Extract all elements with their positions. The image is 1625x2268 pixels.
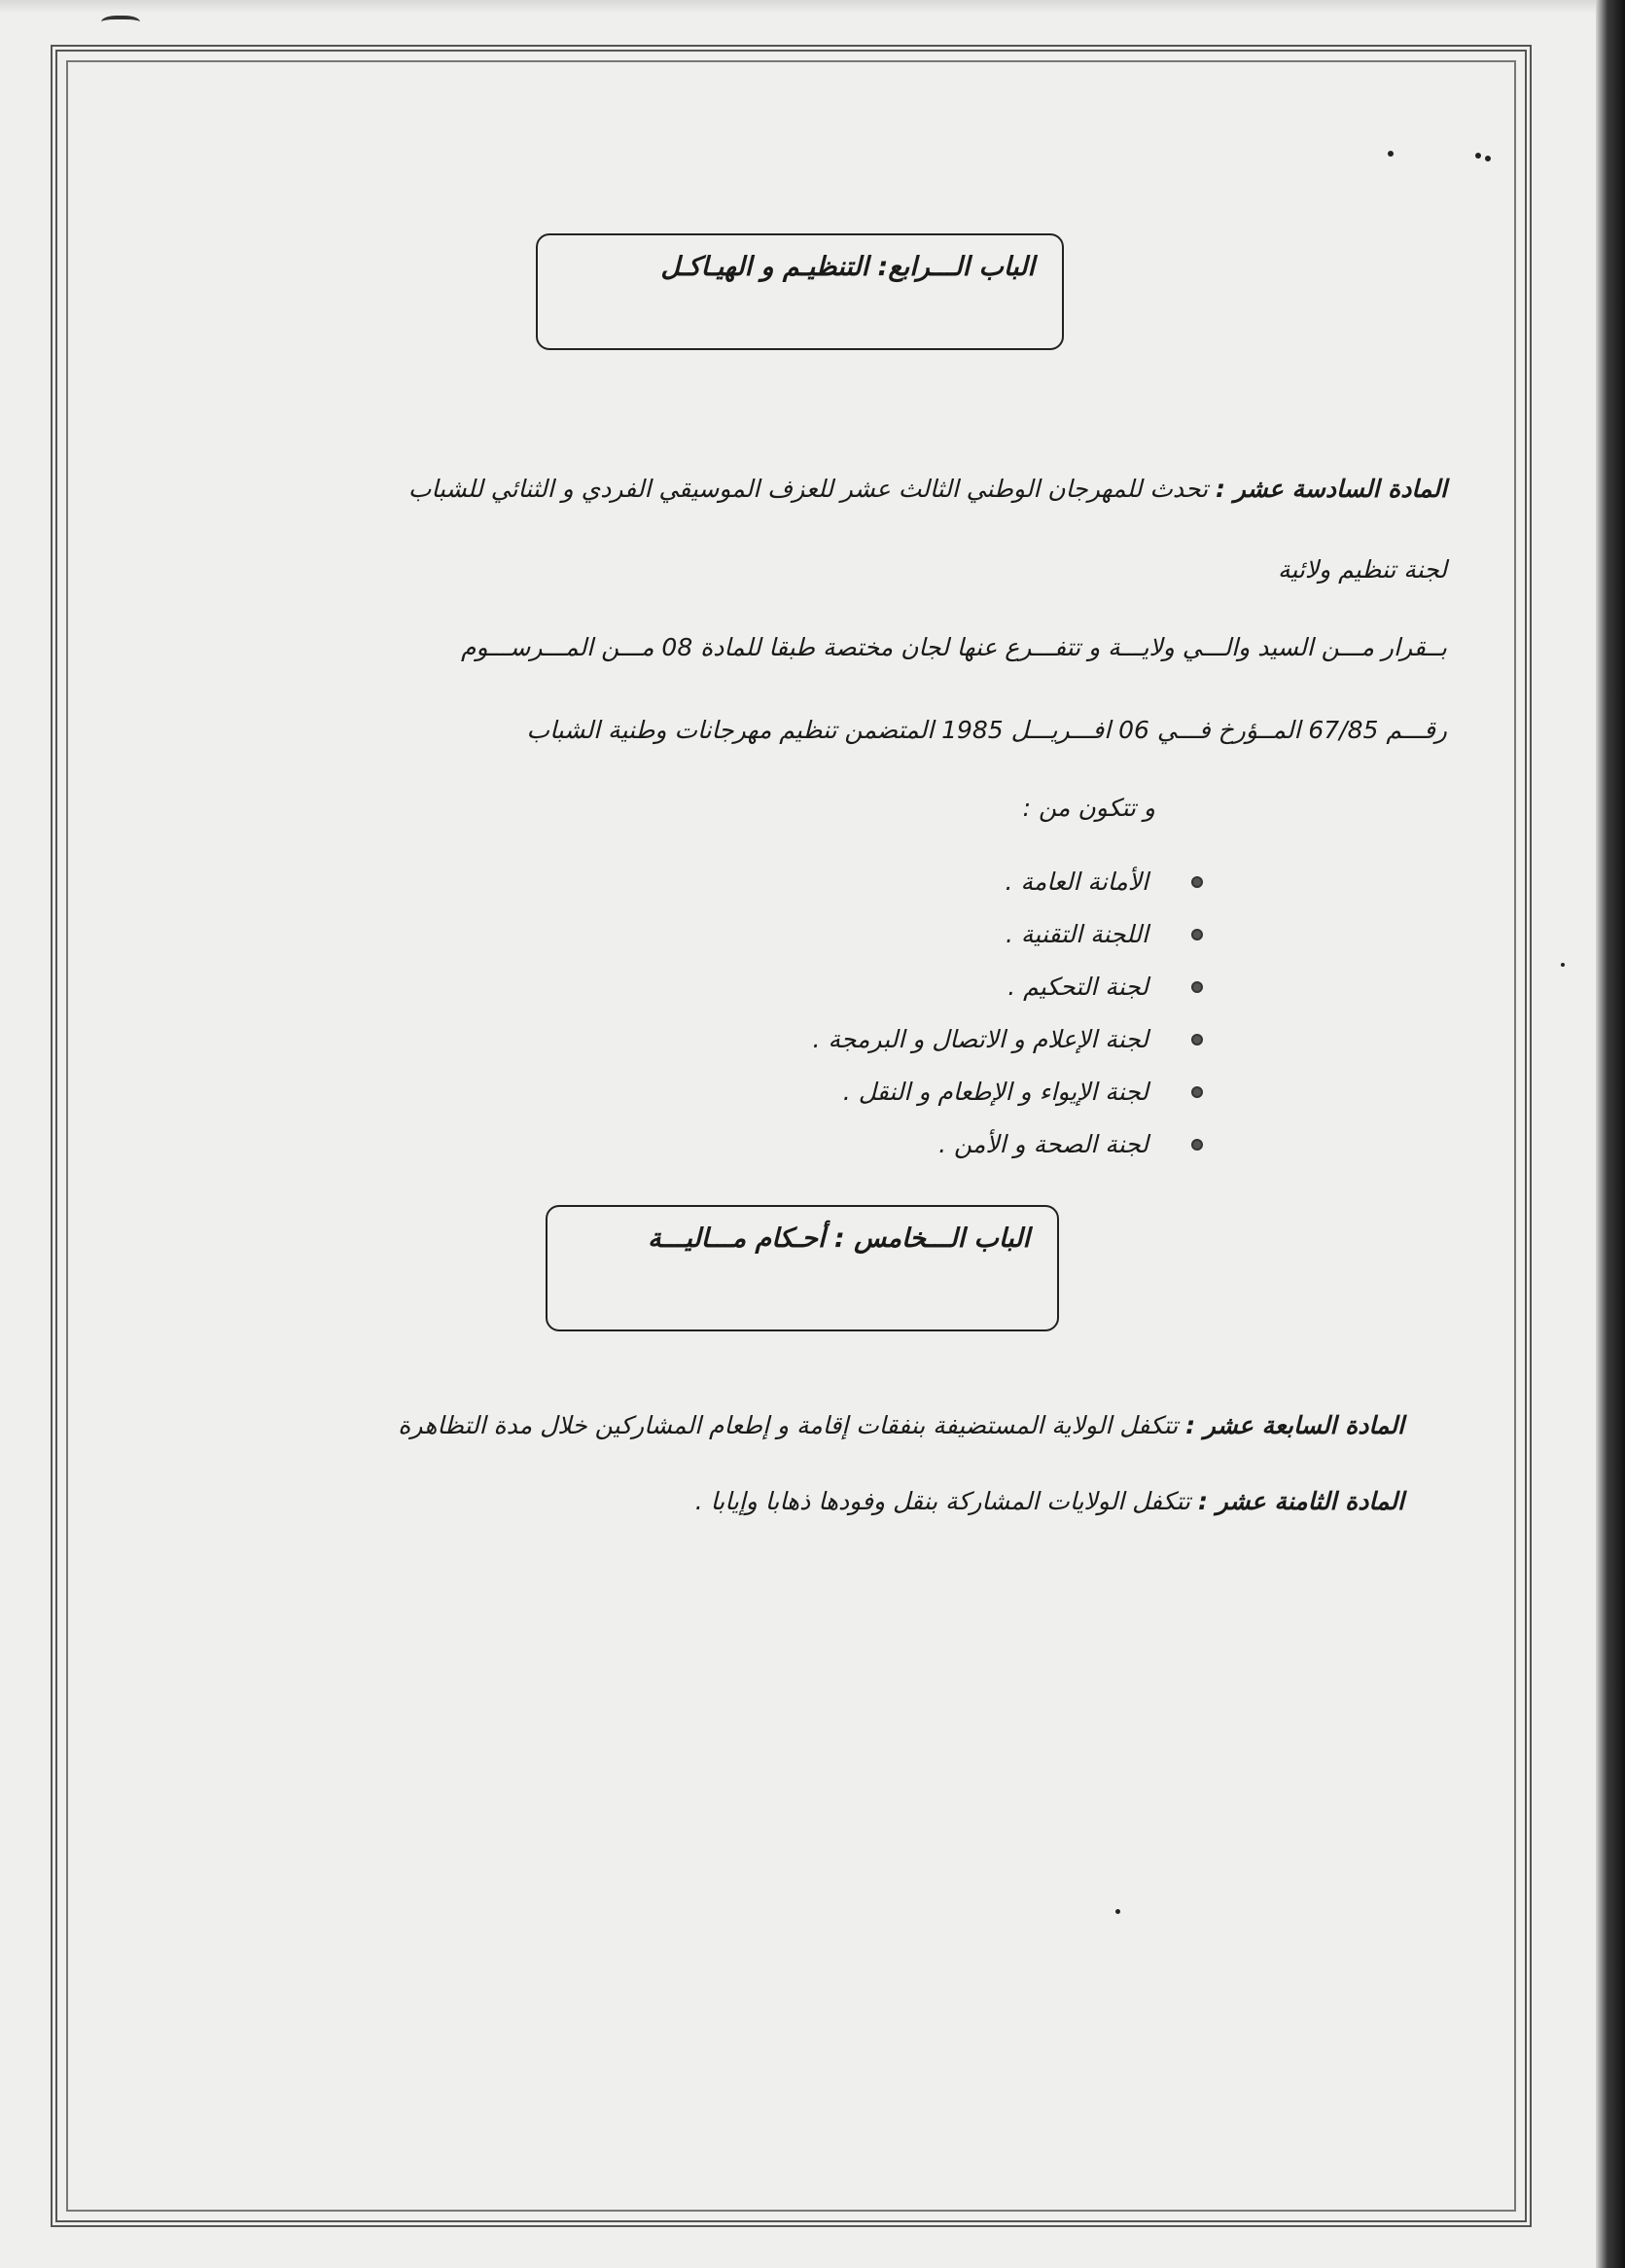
- article16-line1: [408, 470, 1447, 509]
- list-item: اللجنة التقنية .: [468, 908, 1148, 961]
- list-item: لجنة الإعلام و الاتصال و البرمجة .: [468, 1013, 1148, 1066]
- scan-speck: [1561, 963, 1565, 967]
- list-item: لجنة الإيواء و الإطعام و النقل .: [468, 1066, 1148, 1118]
- bullet-icon: [1191, 876, 1203, 888]
- article17-line: [398, 1406, 1404, 1445]
- scan-speck: [1475, 153, 1481, 159]
- page-mark: [101, 16, 140, 31]
- scan-speck: [1115, 1909, 1120, 1914]
- chapter4-title-box: [536, 233, 1064, 350]
- article16-line2: لجنة تنظيم ولائية: [1277, 555, 1447, 584]
- article16-line3: بــقرار مـــن السيد والـــي ولايـــة و تتفـــرع عنها لجان مختصة طبقا للمادة 08 مـــن المـــرســـوم: [461, 633, 1447, 661]
- list-item: لجنة الصحة و الأمن .: [468, 1118, 1148, 1171]
- article16-lead: المادة السادسة عشر :: [1216, 475, 1447, 503]
- bullet-icon: [1191, 981, 1203, 993]
- article17-lead: المادة السابعة عشر :: [1185, 1411, 1404, 1439]
- scan-speck: [1485, 156, 1491, 161]
- article17-rest: تتكفل الولاية المستضيفة بنفقات إقامة و إطعام المشاركين خلال مدة التظاهرة: [398, 1411, 1186, 1439]
- bullet-icon: [1191, 1086, 1203, 1098]
- article16-line1-rest: تحدث للمهرجان الوطني الثالث عشر للعزف الموسيقي الفردي و الثنائي للشباب: [407, 475, 1217, 503]
- article18-rest: تتكفل الولايات المشاركة بنقل وفودها ذهابا وإيابا .: [694, 1487, 1198, 1515]
- scan-speck: [1388, 151, 1394, 157]
- bullet-icon: [1191, 929, 1203, 940]
- article16-line4: رقـــم 67/85 المــؤرخ فـــي 06 افـــريـــل 1985 المتضمن تنظيم مهرجانات وطنية الشباب: [526, 716, 1447, 744]
- chapter5-title: الباب الـــخامس : أحـكام مـــاليـــة: [648, 1223, 1030, 1254]
- article18-line: [695, 1482, 1404, 1521]
- list-item: الأمانة العامة .: [468, 856, 1148, 908]
- article16-line5: و تتكون من :: [1022, 794, 1155, 822]
- committee-list: [468, 856, 1148, 1171]
- list-item: لجنة التحكيم .: [468, 961, 1148, 1013]
- bullet-icon: [1191, 1034, 1203, 1045]
- chapter5-title-box: [546, 1205, 1059, 1331]
- article18-lead: المادة الثامنة عشر :: [1197, 1487, 1404, 1515]
- chapter4-title: الباب الـــرابع: التنظيـم و الهيـاكـل: [660, 252, 1035, 282]
- bullet-icon: [1191, 1139, 1203, 1151]
- scan-edge-right: [1596, 0, 1625, 2268]
- scan-edge-top: [0, 0, 1625, 14]
